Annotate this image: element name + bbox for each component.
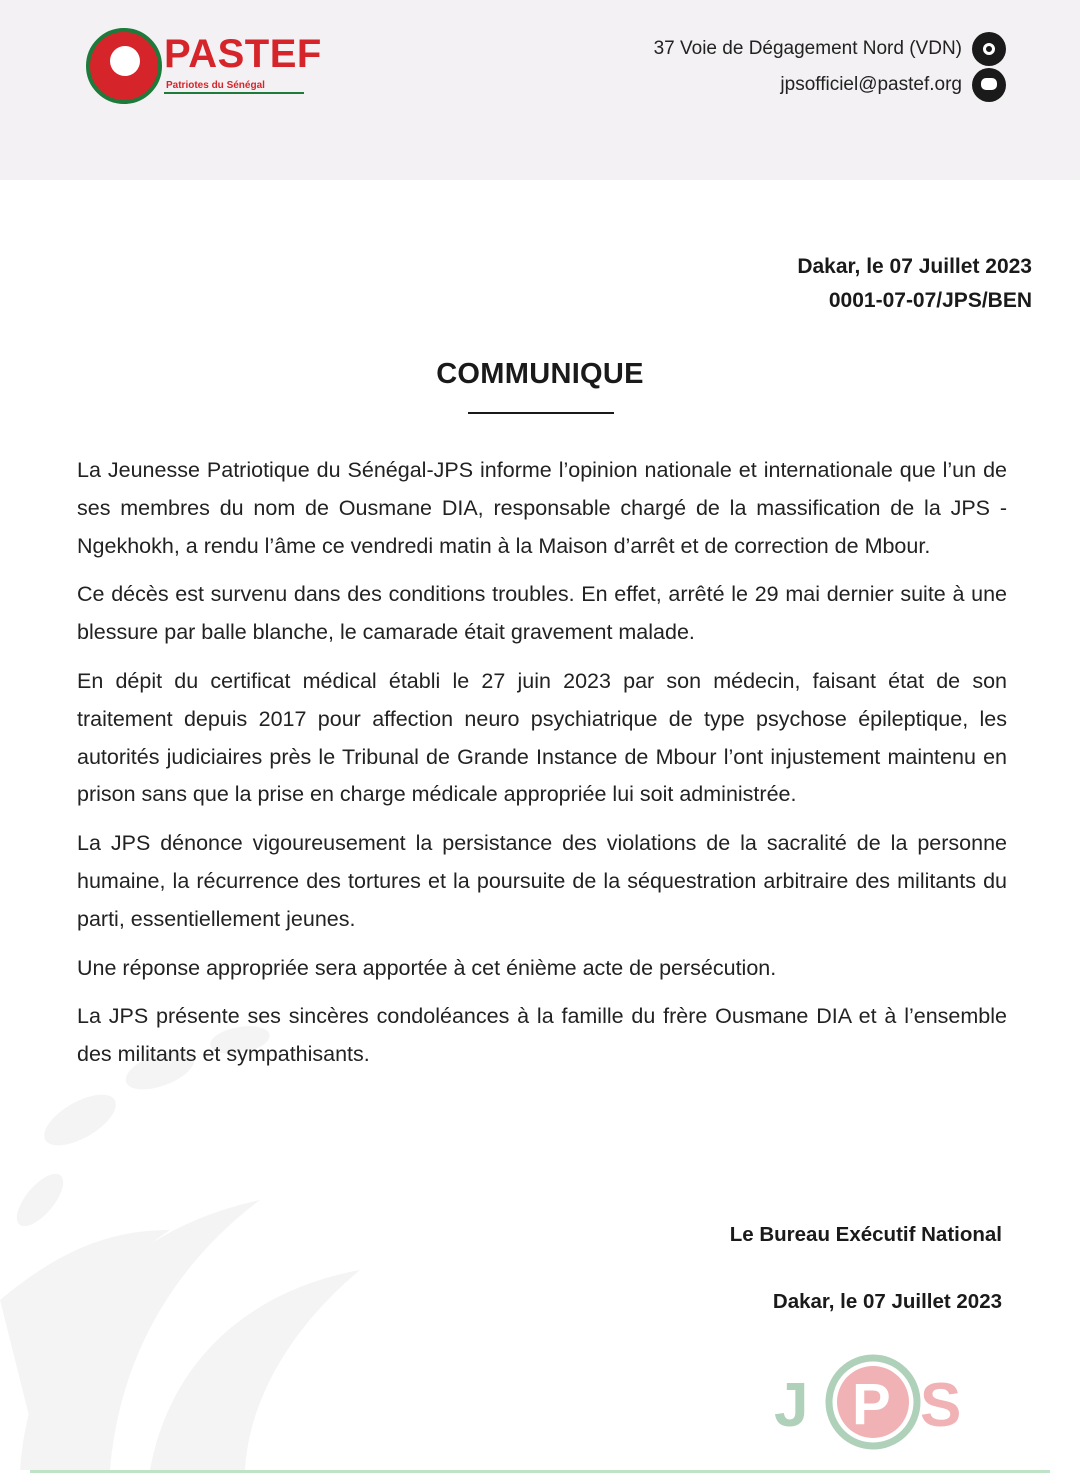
letterhead [0, 0, 1080, 180]
footer-rule [30, 1470, 1050, 1473]
paragraph: En dépit du certificat médical établi le 27 juin 2023 par son médecin, faisant état de son traitement depuis 2017 pour affection neuro psychiatrique de type psychose épileptique, les autorités judiciaires près le Tribunal de Grande Instance de Mbour l’ont injustement maintenu en prison sans que la prise en charge médicale appropriée lui soit administrée. [77, 668, 1007, 807]
document-title: COMMUNIQUE [436, 358, 644, 390]
communique-body [77, 452, 1007, 1085]
contact-email [780, 68, 1006, 102]
logo-underline [164, 92, 304, 94]
paragraph: Une réponse appropriée sera apportée à cet énième acte de persécution. [77, 955, 777, 980]
paragraph: Ce décès est survenu dans des conditions troubles. En effet, arrêté le 29 mai dernier suite à une blessure par balle blanche, le camarade était gravement malade. [77, 582, 1007, 645]
svg-text:J: J [774, 1371, 809, 1440]
svg-text:S: S [920, 1371, 962, 1440]
signature-date: Dakar, le 07 Juillet 2023 [772, 1290, 1002, 1313]
location-pin-icon [972, 32, 1006, 66]
chat-bubble-icon [972, 68, 1006, 102]
document-date: Dakar, le 07 Juillet 2023 [797, 255, 1032, 278]
signature-body: Le Bureau Exécutif National [729, 1223, 1002, 1246]
jps-logo [770, 1352, 980, 1452]
paragraph: La Jeunesse Patriotique du Sénégal-JPS informe l’opinion nationale et internationale que l’un de ses membres du nom de Ousmane DIA, responsable chargé de la massification de la JPS - Ngekhokh, a rendu l’âme ce vendredi matin à la Maison d’arrêt et de correction de Mbour. [77, 458, 1007, 558]
paragraph: La JPS dénonce vigoureusement la persistance des violations de la sacralité de la personne humaine, la récurrence des tortures et la poursuite de la séquestration arbitraire des militants du parti, essentiellement jeunes. [77, 831, 1007, 931]
pastef-emblem-icon [86, 28, 162, 104]
pastef-logo [86, 26, 322, 110]
contact-address [654, 32, 1006, 66]
paragraph: La JPS présente ses sincères condoléances à la famille du frère Ousmane DIA et à l’ensemble des militants et sympathisants. [77, 1004, 1007, 1067]
document-reference: 0001-07-07/JPS/BEN [828, 289, 1032, 312]
logo-tagline: Patriotes du Sénégal [166, 80, 265, 91]
email-text: jpsofficiel@pastef.org [780, 74, 962, 95]
title-underline [468, 412, 614, 414]
document-meta [797, 250, 1032, 318]
svg-text:P: P [852, 1372, 891, 1437]
logo-wordmark: PASTEF [164, 32, 322, 76]
address-text: 37 Voie de Dégagement Nord (VDN) [653, 38, 962, 59]
